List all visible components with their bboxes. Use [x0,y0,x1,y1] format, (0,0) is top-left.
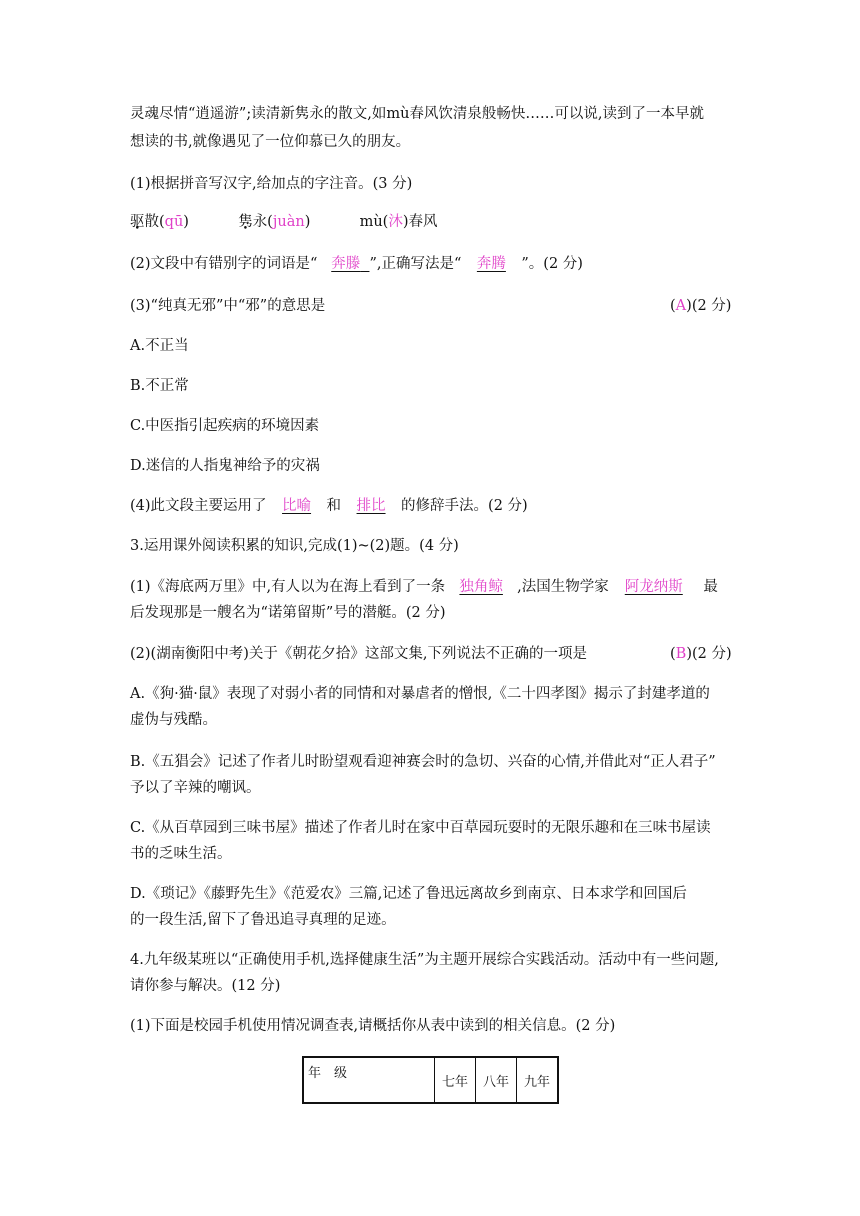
q2-part1-items: 驱散(qū) 隽永(juàn) mù(沐)春风 [130,214,438,230]
option-a: A.不正当 [130,338,189,354]
blank-wrong-word: 奔滕 [331,256,361,272]
passage-line-1: 灵魂尽情“逍遥游”;读清新隽永的散文,如mù春风饮清泉般畅快……可以说,读到了一本早就 [130,106,705,122]
blank-correct-word: 奔腾 [476,256,506,272]
q2-part3-answer: (A)(2 分) [670,298,732,314]
q2-part3-prompt: (3)“纯真无邪”中“邪”的意思是 [130,298,326,314]
blank-rhetoric-2: 排比 [356,498,386,514]
option-c: C.中医指引起疾病的环境因素 [130,418,320,434]
table-cell-grade-8: 八年 [476,1057,517,1103]
q3-part1-line1: (1)《海底两万里》中,有人以为在海上看到了一条 独角鲸 ,法国生物学家 阿龙纳斯 最 [130,579,718,595]
table-cell-grade-7: 七年 [435,1057,476,1103]
q3-option-d-line1: D.《琐记》《藤野先生》《范爱农》三篇,记述了鲁迅远离故乡到南京、日本求学和回国后 [130,886,687,902]
q4-title-line2: 请你参与解决。(12 分) [130,978,281,994]
table-row [303,1057,558,1103]
q2-part2: (2)文段中有错别字的词语是“ 奔滕 ”,正确写法是“ 奔腾 ”。(2 分) [130,256,583,272]
option-d: D.迷信的人指鬼神给予的灾祸 [130,458,320,474]
q3-option-b-line2: 予以了辛辣的嘲讽。 [130,780,261,796]
blank-aronnax: 阿龙纳斯 [624,579,683,595]
blank-narwhal: 独角鲸 [459,579,503,595]
q3-option-c-line1: C.《从百草园到三味书屋》描述了作者儿时在家中百草园玩耍时的无限乐趣和在三味书屋读 [130,820,711,836]
q3-option-c-line2: 书的乏味生活。 [130,846,232,862]
q3-option-a-line2: 虚伪与残酷。 [130,712,217,728]
phone-usage-survey-table [302,1056,559,1104]
q3-part2-answer: (B)(2 分) [670,646,732,662]
q3-option-d-line2: 的一段生活,留下了鲁迅追寻真理的足迹。 [130,912,396,928]
q3-option-b-line1: B.《五猖会》记述了作者儿时盼望观看迎神赛会时的急切、兴奋的心情,并借此对“正人君子” [130,754,716,770]
blank-rhetoric-1: 比喻 [282,498,312,514]
q4-title-line1: 4.九年级某班以“正确使用手机,选择健康生活”为主题开展综合实践活动。活动中有一些问题, [130,952,719,968]
q3-part2-prompt: (2)(湖南衡阳中考)关于《朝花夕拾》这部文集,下列说法不正确的一项是 [130,646,587,662]
passage-line-2: 想读的书,就像遇见了一位仰慕已久的朋友。 [130,134,411,150]
answer-pinyin-juan: juàn [272,214,305,230]
q2-part4: (4)此文段主要运用了 比喻 和 排比 的修辞手法。(2 分) [130,498,528,514]
dotted-char-qu: 驱 [130,214,145,230]
q3-title: 3.运用课外阅读积累的知识,完成(1)~(2)题。(4 分) [130,538,459,554]
option-b: B.不正常 [130,378,189,394]
dotted-char-juan: 隽 [238,214,253,230]
table-cell-grade-9: 九年 [517,1057,559,1103]
answer-pinyin-qu: qū [164,214,184,230]
q3-part1-line2: 后发现那是一艘名为“诺第留斯”号的潜艇。(2 分) [130,605,446,621]
q2-part1-prompt: (1)根据拼音写汉字,给加点的字注音。(3 分) [130,176,413,192]
q4-part1-prompt: (1)下面是校园手机使用情况调查表,请概括你从表中读到的相关信息。(2 分) [130,1018,616,1034]
answer-char-mu: 沐 [388,214,403,230]
q3-option-a-line1: A.《狗·猫·鼠》表现了对弱小者的同情和对暴虐者的憎恨,《二十四孝图》揭示了封建孝道的 [130,686,710,702]
table-header-grade: 年 级 [303,1057,435,1103]
